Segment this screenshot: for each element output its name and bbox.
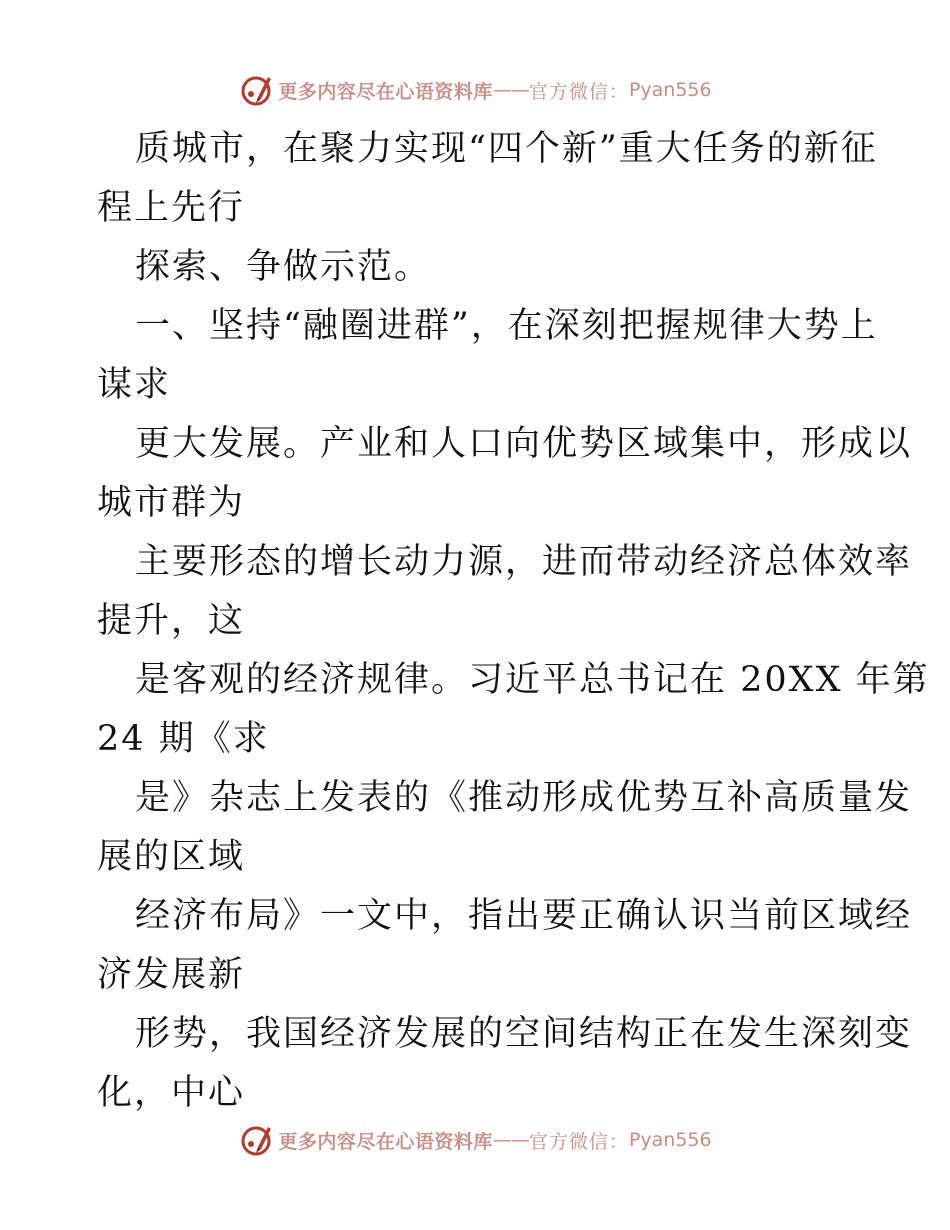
text-line: 主要形态的增长动力源，进而带动经济总体效率 bbox=[135, 542, 913, 582]
watermark-brand: 更多内容尽在心语资料库 bbox=[278, 80, 493, 103]
text-line: 展的区域 bbox=[97, 837, 246, 877]
document-body bbox=[97, 120, 930, 1123]
text-line: 城市群为 bbox=[97, 483, 246, 523]
text-line: 是客观的经济规律。习近平总书记在 20XX 年第 bbox=[135, 660, 930, 700]
text-line: 24 期《求 bbox=[97, 719, 270, 759]
text-line: 谋求 bbox=[97, 365, 172, 405]
footer-watermark bbox=[0, 1120, 950, 1160]
text-line: 一、坚持“融圈进群”，在深刻把握规律大势上 bbox=[135, 306, 878, 346]
text-line: 提升，这 bbox=[97, 601, 246, 641]
text-line: 探索、争做示范。 bbox=[135, 247, 432, 287]
watermark-wechat-label: 官方微信： bbox=[528, 80, 629, 103]
watermark-separator: —— bbox=[492, 1129, 529, 1151]
text-line: 形势，我国经济发展的空间结构正在发生深刻变 bbox=[135, 1014, 913, 1054]
quill-pen-logo-icon bbox=[238, 1122, 274, 1158]
watermark-brand: 更多内容尽在心语资料库 bbox=[278, 1130, 493, 1153]
text-line: 经济布局》一文中，指出要正确认识当前区域经 bbox=[135, 896, 913, 936]
watermark-separator: —— bbox=[492, 79, 529, 101]
text-line: 是》杂志上发表的《推动形成优势互补高质量发 bbox=[135, 778, 913, 818]
header-watermark bbox=[0, 70, 950, 110]
watermark-wechat-label: 官方微信： bbox=[528, 1130, 629, 1153]
quill-pen-logo-icon bbox=[238, 72, 274, 108]
text-line: 程上先行 bbox=[97, 188, 246, 228]
watermark-wechat-id: Pyan556 bbox=[628, 79, 712, 101]
text-line: 化，中心 bbox=[97, 1073, 246, 1113]
text-line: 更大发展。产业和人口向优势区域集中，形成以 bbox=[135, 424, 913, 464]
watermark-wechat-id: Pyan556 bbox=[628, 1129, 712, 1151]
text-line: 济发展新 bbox=[97, 955, 246, 995]
text-line: 质城市，在聚力实现“四个新”重大任务的新征 bbox=[135, 129, 878, 169]
